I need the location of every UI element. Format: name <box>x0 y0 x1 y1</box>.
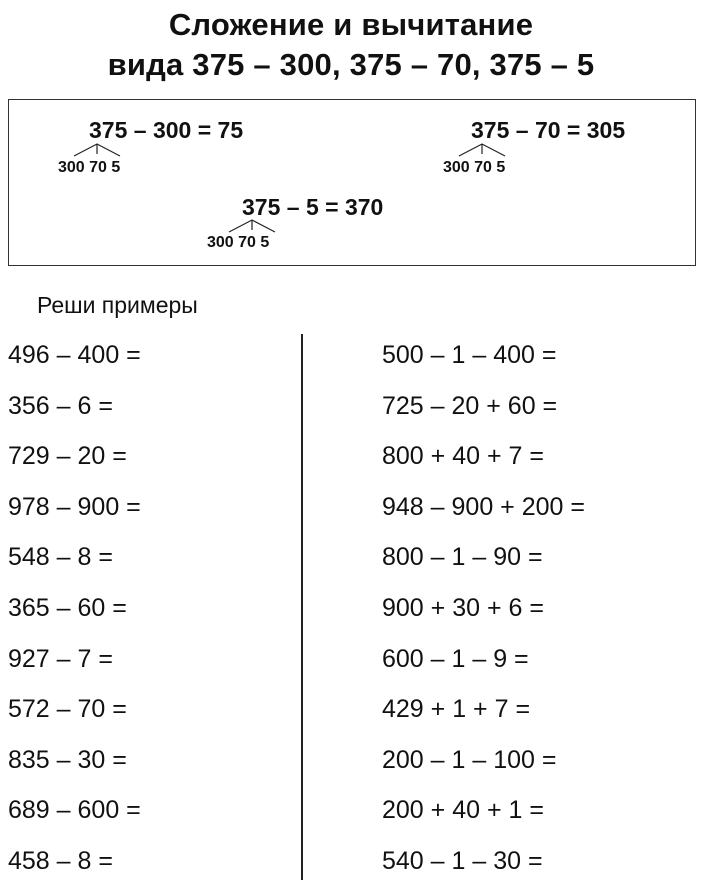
left-problem-column <box>8 335 141 892</box>
right-problem-column <box>382 335 585 892</box>
page-subtitle: вида 375 – 300, 375 – 70, 375 – 5 <box>107 47 595 82</box>
problem-item: 800 – 1 – 90 = <box>382 543 543 572</box>
problem-item: 496 – 400 = <box>8 341 141 369</box>
problem-item: 689 – 600 = <box>8 796 141 825</box>
problem-item: 458 – 8 = <box>8 846 113 875</box>
problem-item: 429 + 1 + 7 = <box>382 695 531 724</box>
problem-item: 729 – 20 = <box>8 442 127 471</box>
instruction-text: Реши примеры <box>37 292 198 318</box>
problem-item: 900 + 30 + 6 = <box>382 593 544 622</box>
decomposition-branch-2 <box>455 140 515 158</box>
page-title: Сложение и вычитание <box>168 7 534 42</box>
decomposition-branch-3 <box>225 216 285 234</box>
problem-item: 927 – 7 = <box>8 644 113 673</box>
column-divider <box>301 334 303 880</box>
decomposition-branch-1 <box>70 140 130 158</box>
problem-item: 200 – 1 – 100 = <box>382 745 557 774</box>
problem-item: 572 – 70 = <box>8 695 127 724</box>
problem-item: 948 – 900 + 200 = <box>382 492 585 521</box>
example-parts-1: 300 70 5 <box>58 159 121 176</box>
problem-item: 548 – 8 = <box>8 543 113 572</box>
problem-item: 800 + 40 + 7 = <box>382 442 544 471</box>
problem-item: 835 – 30 = <box>8 745 127 774</box>
example-equation-1: 375 – 300 = 75 <box>89 117 244 143</box>
problem-item: 356 – 6 = <box>8 391 113 420</box>
problem-item: 200 + 40 + 1 = <box>382 796 544 825</box>
problem-item: 600 – 1 – 9 = <box>382 644 529 673</box>
problem-item: 500 – 1 – 400 = <box>382 341 557 369</box>
example-parts-3: 300 70 5 <box>207 234 270 251</box>
problem-item: 978 – 900 = <box>8 492 141 521</box>
example-equation-2: 375 – 70 = 305 <box>471 117 626 143</box>
example-parts-2: 300 70 5 <box>443 159 506 176</box>
problem-item: 725 – 20 + 60 = <box>382 391 558 420</box>
problem-item: 540 – 1 – 30 = <box>382 846 543 875</box>
problem-item: 365 – 60 = <box>8 593 127 622</box>
example-equation-3: 375 – 5 = 370 <box>242 194 384 220</box>
